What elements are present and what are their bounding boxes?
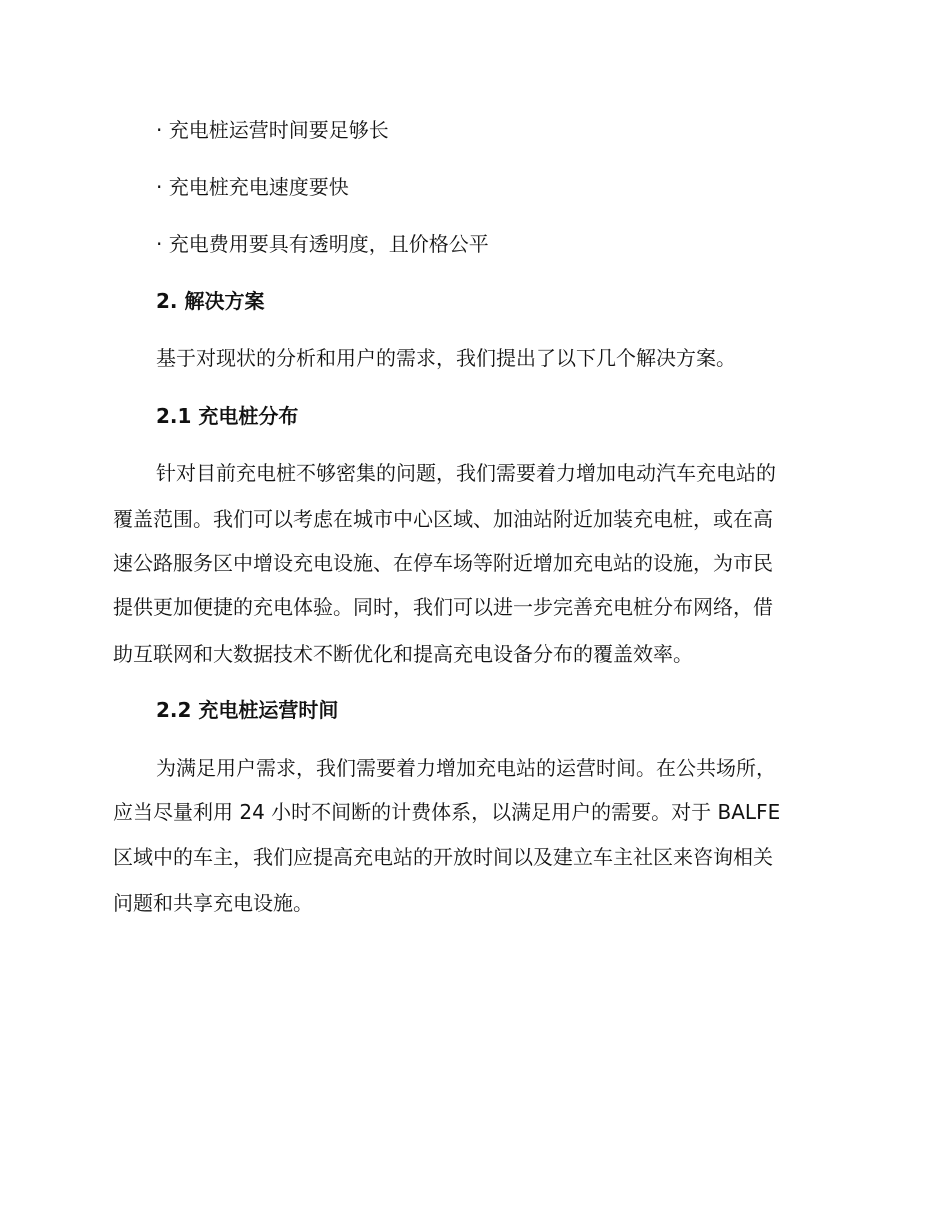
bullet-item: · 充电费用要具有透明度，且价格公平 [156, 232, 489, 256]
paragraph-line: 为满足用户需求，我们需要着力增加充电站的运营时间。在公共场所， [156, 756, 776, 780]
bullet-item: · 充电桩充电速度要快 [156, 175, 349, 199]
paragraph-line: 基于对现状的分析和用户的需求，我们提出了以下几个解决方案。 [156, 346, 736, 370]
paragraph-line: 应当尽量利用 24 小时不间断的计费体系，以满足用户的需要。对于 BALFE [113, 800, 781, 824]
paragraph-line: 覆盖范围。我们可以考虑在城市中心区域、加油站附近加装充电桩，或在高 [113, 507, 773, 531]
section-heading: 2.1 充电桩分布 [156, 404, 299, 428]
paragraph-line: 助互联网和大数据技术不断优化和提高充电设备分布的覆盖效率。 [113, 642, 693, 666]
paragraph-line: 速公路服务区中增设充电设施、在停车场等附近增加充电站的设施，为市民 [113, 551, 773, 575]
section-heading: 2.2 充电桩运营时间 [156, 698, 339, 722]
section-heading: 2. 解决方案 [156, 289, 265, 313]
bullet-item: · 充电桩运营时间要足够长 [156, 118, 389, 142]
paragraph-line: 区域中的车主，我们应提高充电站的开放时间以及建立车主社区来咨询相关 [113, 845, 773, 869]
paragraph-line: 问题和共享充电设施。 [113, 891, 313, 915]
paragraph-line: 针对目前充电桩不够密集的问题，我们需要着力增加电动汽车充电站的 [156, 461, 776, 485]
paragraph-line: 提供更加便捷的充电体验。同时，我们可以进一步完善充电桩分布网络，借 [113, 595, 773, 619]
